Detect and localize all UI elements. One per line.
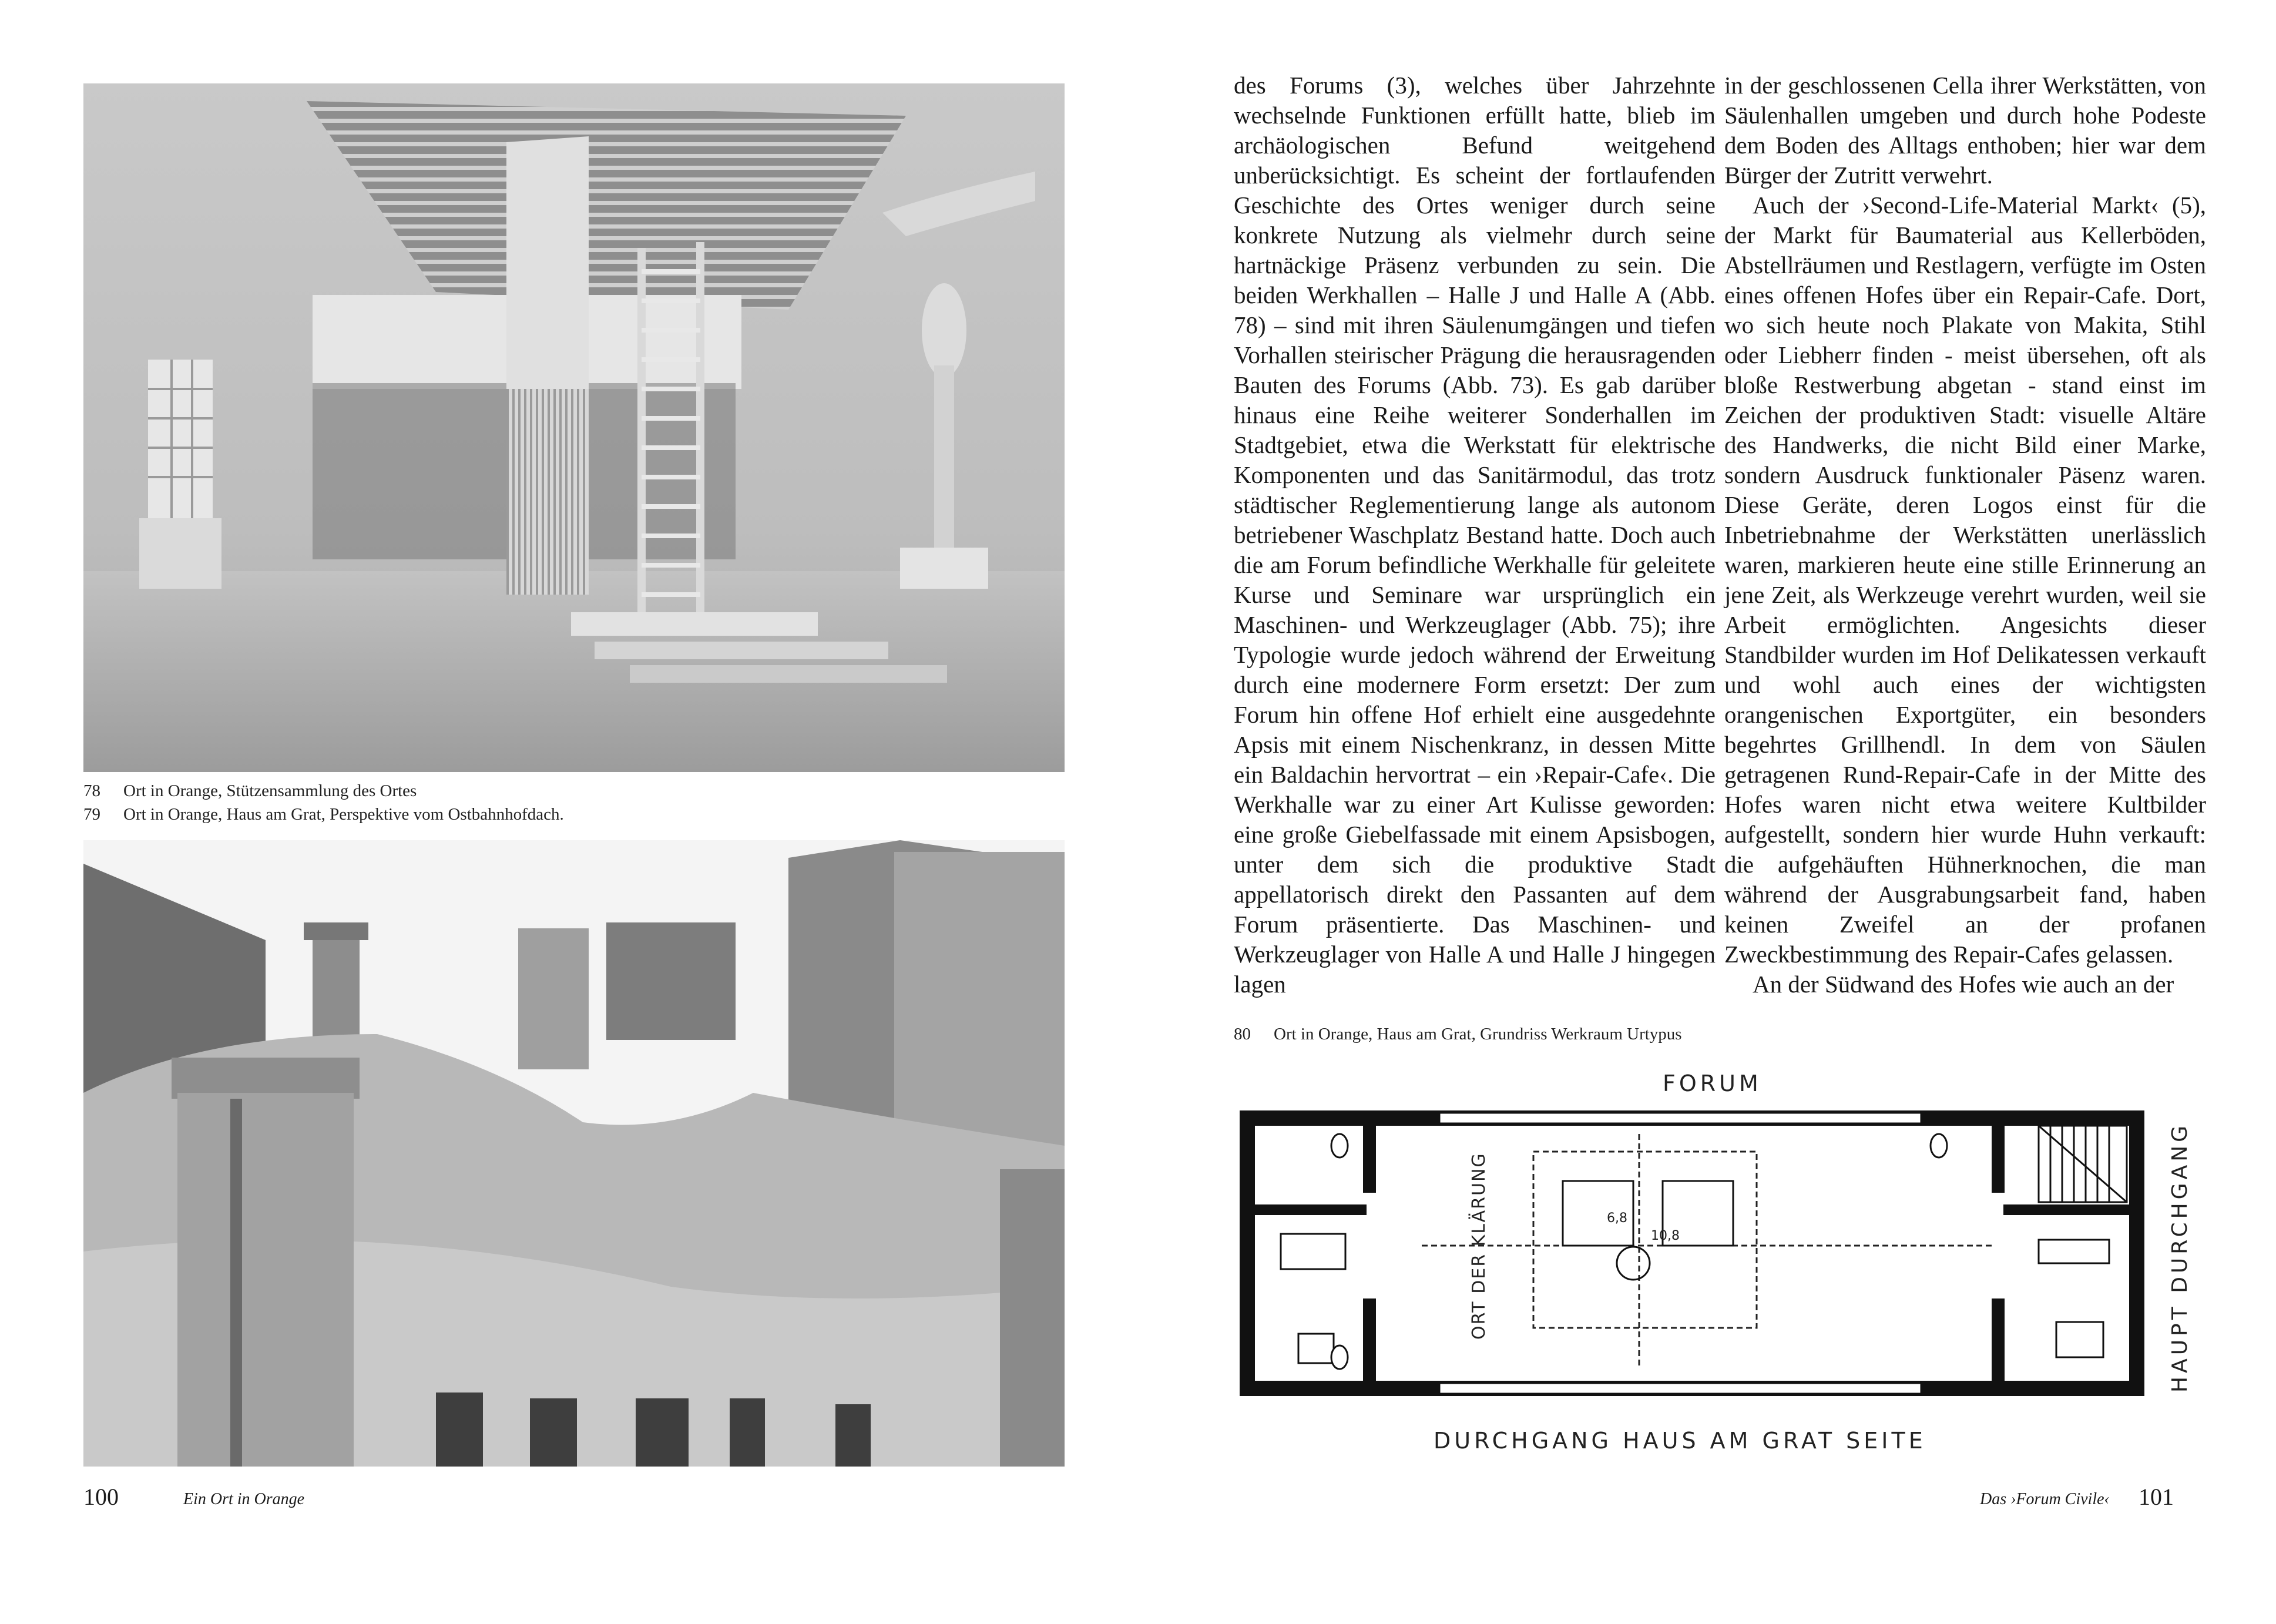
figure-79-caption [83, 803, 564, 826]
figure-80-floor-plan [1228, 1063, 2227, 1510]
dim-label-b: 6,8 [1607, 1211, 1627, 1226]
paragraph: Auch der ›Second-Life-Material Markt‹ (5), der Markt für Baumaterial aus Kellerböden, Abstellräumen und Restlagern, verfügte im Osten eines offenen Hofes über ein Repair-Cafe. Dort, wo sich heute noch Plakate von Makita, Stihl oder Liebherr finden - meist übersehen, oft als bloße Restwerbung abgetan - stand einst im Zeichen der produktiven Stadt: visuelle Altäre des Handwerks, die nicht Bild einer Marke, sondern Ausdruck funktionaler Päsenz waren. Diese Geräte, deren Logos einst für die Inbetriebnahme der Werkstätten unerlässlich waren, markieren heute eine stille Erinnerung an jene Zeit, als Werkzeuge verehrt wurden, weil sie Arbeit ermöglichten. Angesichts dieser Standbilder wurden im Hof Delikatessen verkauft und wohl auch eines der wichtigsten orangenischen Exportgüter, ein besonders begehrtes Grillhendl. In dem von Säulen getragenen Rund-Repair-Cafe in der Mitte des Hofes waren nicht etwa weitere Kultbilder aufgestellt, sondern hier wurde Huhn verkauft: die aufgehäuften Hühnerknochen, die man während der Ausgrabungsarbeit fand, haben keinen Zweifel an der profanen Zweckbestimmung des Repair-Cafes gelassen. [1724, 192, 2206, 968]
text-column-1 [1234, 71, 1716, 1005]
caption-number: 79 [83, 805, 100, 824]
text-column-2 [1724, 71, 2206, 1005]
caption-number: 78 [83, 781, 100, 800]
caption-text: Ort in Orange, Stützensammlung des Ortes [123, 781, 417, 800]
architecture-model-photo-icon [83, 83, 1065, 772]
paragraph: An der Südwand des Hofes wie auch an der [1753, 971, 2174, 998]
plan-label-center: ORT DER KLÄRUNG [1469, 1152, 1489, 1340]
caption-text: Ort in Orange, Haus am Grat, Perspektive vom Ostbahnhofdach. [123, 805, 564, 824]
rooftop-photo-icon [83, 840, 1065, 1467]
caption-number: 80 [1234, 1025, 1251, 1043]
figure-79-rooftop-photo [83, 840, 1065, 1467]
figure-78-caption [83, 779, 417, 803]
dim-label-a: 10,8 [1651, 1229, 1680, 1243]
running-head-right: Das ›Forum Civile‹ [1980, 1490, 2110, 1508]
page-number-right: 101 [2139, 1484, 2174, 1510]
page-number-left: 100 [83, 1484, 119, 1510]
plan-label-bottom: DURCHGANG HAUS AM GRAT SEITE [1434, 1428, 1926, 1454]
plan-label-forum: FORUM [1663, 1071, 1762, 1096]
plan-label-right: HAUPT DURCHGANG [2168, 1122, 2192, 1393]
caption-text: Ort in Orange, Haus am Grat, Grundriss Werkraum Urtypus [1274, 1025, 1682, 1043]
figure-80-caption [1234, 1022, 1682, 1046]
paragraph: des Forums (3), welches über Jahrzehnte wechselnde Funktionen erfüllt hatte, blieb im archäologischen Befund weitgehend unberücksichtigt. Es scheint der fortlaufenden Geschichte des Ortes weniger durch seine konkrete Nutzung als vielmehr durch seine hartnäckige Präsenz verbunden zu sein. Die beiden Werkhallen – Halle J und Halle A (Abb. 78) – sind mit ihren Säulenumgängen und tiefen Vorhallen steirischer Prägung die herausragenden Bauten des Forums (Abb. 73). Es gab darüber hinaus eine Reihe weiterer Sonderhallen im Stadtgebiet, etwa die Werkstatt für elektrische Komponenten und das Sanitärmodul, das trotz städtischer Reglementierung lange als autonom betriebener Waschplatz Bestand hatte. Doch auch die am Forum befindliche Werkhalle für geleitete Kurse und Seminare war ursprünglich ein Maschinen- und Werkzeuglager (Abb. 75); ihre Typologie wurde jedoch während der Erweitung durch eine modernere Form ersetzt: Der zum Forum hin offene Hof erhielt eine ausgedehnte Apsis mit einem Nischenkranz, in dessen Mitte ein Baldachin hervortrat – ein ›Repair-Cafe‹. Die Werkhalle war zu einer Art Kulisse geworden: eine große Giebelfassade mit einem Apsisbogen, unter dem sich die produktive Stadt appellatorisch direkt den Passanten auf dem Forum präsentierte. Das Maschinen- und Werkzeuglager von Halle A und Halle J hingegen lagen [1234, 72, 1716, 998]
running-head-left: Ein Ort in Orange [183, 1490, 305, 1508]
paragraph: in der geschlossenen Cella ihrer Werkstätten, von Säulenhallen umgeben und durch hohe Podeste dem Boden des Alltags enthoben; hier war dem Bürger der Zutritt verwehrt. [1724, 72, 2206, 189]
figure-78-model-photo [83, 83, 1065, 772]
